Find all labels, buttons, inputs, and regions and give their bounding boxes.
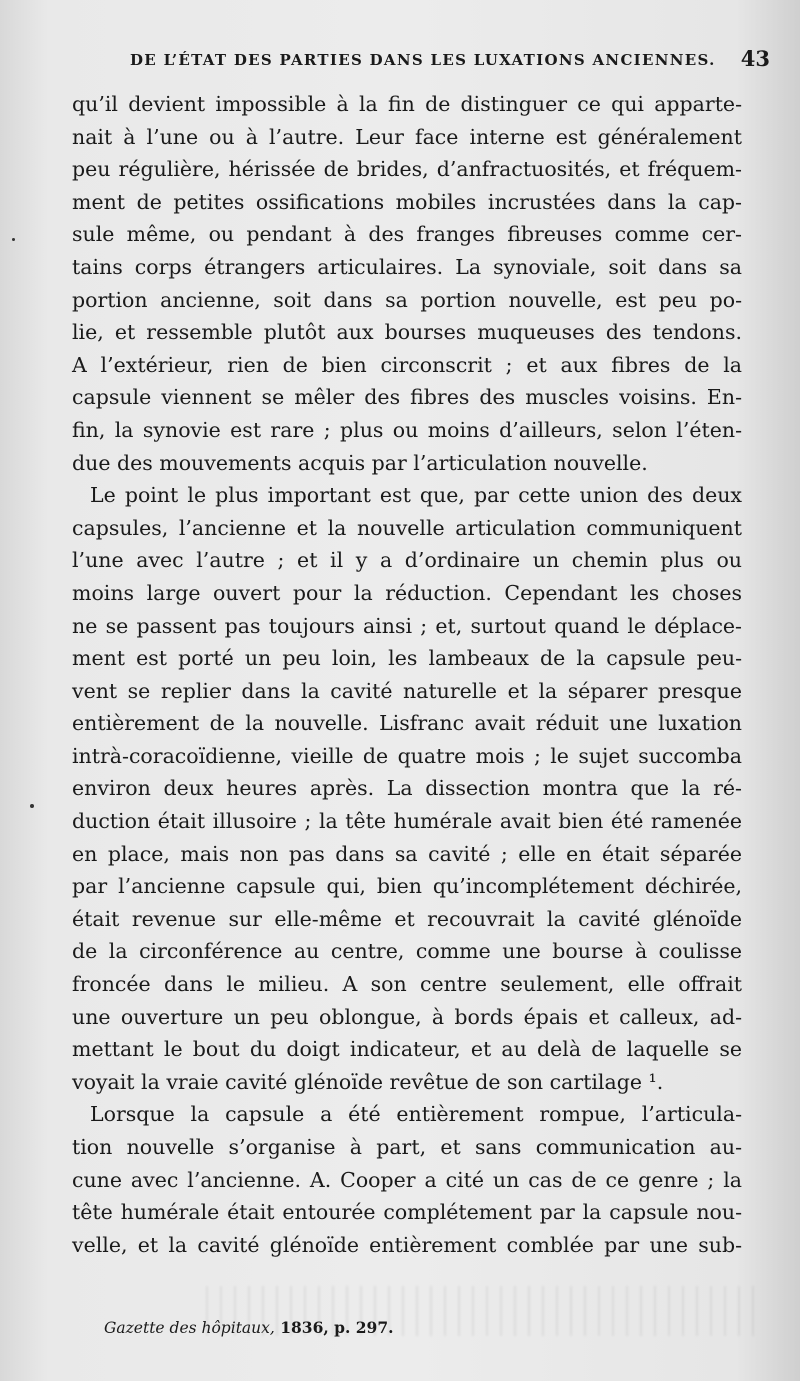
- text-line: ne se passent pas toujours ainsi ; et, surtout quand le déplace-: [72, 613, 742, 638]
- text-line: capsule viennent se mêler des fibres des muscles voisins. En-: [72, 385, 742, 410]
- page-header: [110, 46, 770, 76]
- body-text: [72, 88, 742, 1261]
- text-line: lie, et ressemble plutôt aux bourses muqueuses des tendons.: [72, 320, 742, 345]
- text-line: l’une avec l’autre ; et il y a d’ordinaire un chemin plus ou: [72, 548, 742, 573]
- text-line: était revenue sur elle-même et recouvrait la cavité glénoïde: [72, 906, 742, 931]
- margin-speck: [30, 804, 34, 808]
- text-line: portion ancienne, soit dans sa portion nouvelle, est peu po-: [72, 287, 742, 312]
- text-line: froncée dans le milieu. A son centre seulement, elle offrait: [72, 972, 742, 997]
- text-line: tains corps étrangers articulaires. La synoviale, soit dans sa: [72, 254, 742, 279]
- text-line: duction était illusoire ; la tête humérale avait bien été ramenée: [72, 809, 742, 834]
- text-line: velle, et la cavité glénoïde entièrement comblée par une sub-: [72, 1232, 742, 1257]
- text-line: en place, mais non pas dans sa cavité ; elle en était séparée: [72, 841, 742, 866]
- footnote-source: Gazette des hôpitaux,: [104, 1319, 275, 1337]
- page-number: 43: [740, 46, 770, 71]
- text-line: fin, la synovie est rare ; plus ou moins d’ailleurs, selon l’éten-: [72, 417, 742, 442]
- text-line: intrà-coracoïdienne, vieille de quatre mois ; le sujet succomba: [72, 743, 742, 768]
- text-line: peu régulière, hérissée de brides, d’anfractuosités, et fréquem-: [72, 157, 742, 182]
- text-line: vent se replier dans la cavité naturelle et la séparer presque: [72, 678, 742, 703]
- text-line: qu’il devient impossible à la fin de distinguer ce qui apparte-: [72, 92, 742, 116]
- paragraph-start: Lorsque la capsule a été entièrement rompue, l’articula-: [90, 1102, 742, 1127]
- text-line: moins large ouvert pour la réduction. Cependant les choses: [72, 580, 742, 605]
- text-line: due des mouvements acquis par l’articulation nouvelle.: [72, 450, 648, 475]
- text-line: tête humérale était entourée complétement par la capsule nou-: [72, 1200, 742, 1225]
- text-line: capsules, l’ancienne et la nouvelle articulation communiquent: [72, 515, 742, 540]
- text-line: cune avec l’ancienne. A. Cooper a cité un cas de ce genre ; la: [72, 1167, 742, 1192]
- text-line: ment est porté un peu loin, les lambeaux de la capsule peu-: [72, 646, 742, 671]
- text-line: sule même, ou pendant à des franges fibreuses comme cer-: [72, 222, 742, 247]
- text-line: tion nouvelle s’organise à part, et sans communication au-: [72, 1135, 742, 1159]
- text-line: A l’extérieur, rien de bien circonscrit ; et aux fibres de la: [72, 352, 742, 377]
- footnote: [104, 1318, 394, 1337]
- text-line: mettant le bout du doigt indicateur, et au delà de laquelle se: [72, 1037, 742, 1062]
- text-line: nait à l’une ou à l’autre. Leur face interne est généralement: [72, 124, 742, 149]
- text-line: voyait la vraie cavité glénoïde revêtue de son cartilage ¹.: [72, 1069, 664, 1094]
- text-line: une ouverture un peu oblongue, à bords épais et calleux, ad-: [72, 1004, 742, 1029]
- paragraph-start: Le point le plus important est que, par cette union des deux: [90, 483, 742, 508]
- text-line: entièrement de la nouvelle. Lisfranc avait réduit une luxation: [72, 711, 742, 736]
- text-line: par l’ancienne capsule qui, bien qu’incomplétement déchirée,: [72, 874, 742, 899]
- text-line: ment de petites ossifications mobiles incrustées dans la cap-: [72, 189, 742, 214]
- footnote-citation: 1836, p. 297.: [274, 1318, 394, 1337]
- text-line: de la circonférence au centre, comme une bourse à coulisse: [72, 939, 742, 964]
- text-line: environ deux heures après. La dissection montra que la ré-: [72, 776, 742, 801]
- running-title: DE L’ÉTAT DES PARTIES DANS LES LUXATIONS ANCIENNES.: [130, 51, 716, 69]
- margin-speck: [12, 238, 15, 241]
